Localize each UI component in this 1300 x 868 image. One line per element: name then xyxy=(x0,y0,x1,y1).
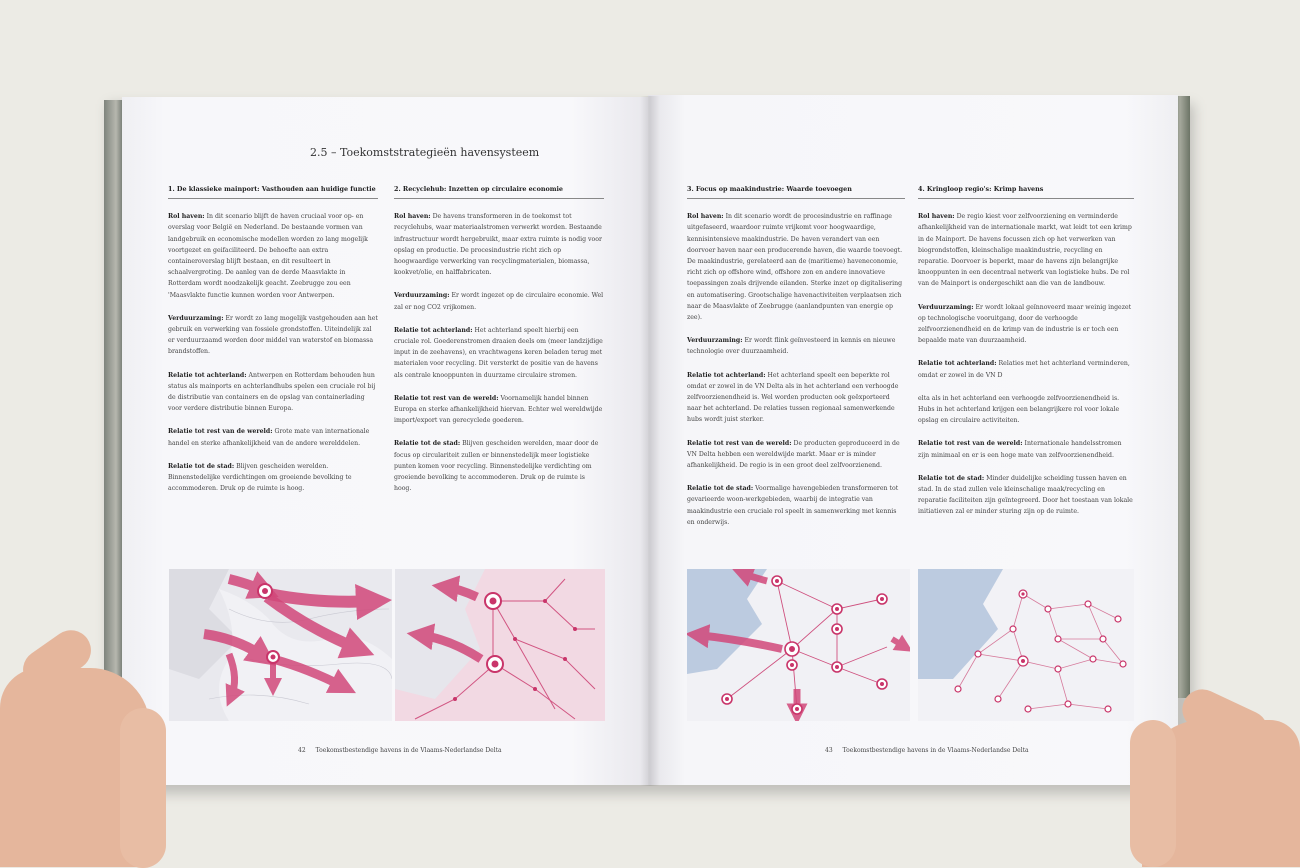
paragraph-label: Rol haven: xyxy=(168,213,205,221)
section-title: 2.5 – Toekomststrategieën havensysteem xyxy=(310,146,540,159)
map-mainport-graphic xyxy=(169,569,392,721)
paragraph-label: Rol haven: xyxy=(918,213,955,221)
paragraph-label: Relatie tot rest van de wereld: xyxy=(394,394,499,402)
paragraph-text: Relaties met het achterland verminderen, omdat er zowel in de VN D xyxy=(918,360,1130,379)
column-heading: 4. Kringloop regio's: Krimp havens xyxy=(918,184,1134,199)
map-maakindustrie-graphic xyxy=(687,569,910,721)
paragraph-label: Relatie tot achterland: xyxy=(918,360,997,368)
paragraph-label: Verduurzaming: xyxy=(918,303,974,311)
paragraph xyxy=(394,393,604,427)
paragraph-text: Het achterland speelt hierbij een cruciale rol. Goederenstromen draaien deels om (meer landzijdige input in de zeehavens), en vrachtwagens keren beladen terug met materialen voor recycling. Dit versterkt de positie van de havens als centrale knooppunten in duurzame circulaire stromen. xyxy=(394,326,603,379)
column-heading: 3. Focus op maakindustrie: Waarde toevoegen xyxy=(687,184,905,199)
paragraph xyxy=(687,370,905,426)
paragraph-label: Relatie tot de stad: xyxy=(687,485,754,493)
paragraph xyxy=(918,211,1134,289)
paragraph-text: De producten geproduceerd in de VN Delta hebben een wereldwijde markt. Maar er is minder afhankelijkheid. De regio is in een groot deel zelfvoorzienend. xyxy=(687,439,900,470)
paragraph-text: Voornamelijk handel binnen Europa en sterke afhankelijkheid hiervan. Echter wel wereldwijde import/export van gerecyclede goederen. xyxy=(394,394,603,425)
paragraph xyxy=(687,211,905,323)
paragraph-label: Relatie tot rest van de wereld: xyxy=(687,439,792,447)
paragraph xyxy=(168,313,378,358)
paragraph-text: De havens transformeren in de toekomst tot recyclehubs, waar materiaalstromen verwerkt worden. Bestaande infrastructuur wordt hergebruikt, maar extra ruimte is nodig voor opslag en productie. De procesindustrie richt zich op hoogwaardige verwerking van recyclingmaterialen, biomassa, kookvet/olie, en halffabricaten. xyxy=(394,213,602,277)
paragraph-text: Er wordt lokaal geïnnoveerd maar weinig ingezet op technologische vooruitgang, door de verhoogde zelfvoorzienendheid en de krimp van de industrie is er toch een bepaalde mate van duurzaamheid. xyxy=(918,303,1132,345)
book-gutter xyxy=(640,96,660,786)
map-mainport xyxy=(169,569,392,721)
map-recyclehub xyxy=(395,569,605,721)
paragraph xyxy=(168,370,378,415)
paragraph-text: Er wordt zo lang mogelijk vastgehouden aan het gebruik en verwerking van fossiele grondstoffen. Uiteindelijk zal er verduurzaamd worden door middel van waterstof en biomassa brandstoffen. xyxy=(168,314,378,356)
footer-title-right: Toekomstbestendige havens in de Vlaams-Nederlandse Delta xyxy=(842,747,1029,754)
paragraph-text: Er wordt flink geïnvesteerd in kennis en nieuwe technologie over duurzaamheid. xyxy=(687,337,896,356)
footer-right xyxy=(825,747,1029,754)
map-recyclehub-graphic xyxy=(395,569,605,721)
paragraph-label: Relatie tot de stad: xyxy=(394,440,461,448)
paragraph xyxy=(687,335,905,357)
paragraph-label: Rol haven: xyxy=(687,213,724,221)
paragraph-text: Het achterland speelt een beperkte rol omdat er zowel in de VN Delta als in het achterland een verhoogde zelfvoorzienendheid is. Wel worden producten ook geëxporteerd naar het achterland. De relaties tussen regionaal samenwerkende hubs wordt juist sterker. xyxy=(687,371,899,424)
paragraph-label: Relatie tot achterland: xyxy=(687,371,766,379)
paragraph-text: In dit scenario blijft de haven cruciaal voor op- en overslag voor België en Nederland. De bestaande vormen van landgebruik en economische modellen worden zo lang mogelijk voortgezet en geifaciliteerd. De behoefte aan extra containeroverslag blijft bestaan, en dit resulteert in schaalvergroting. De aanleg van de derde Maasvlakte in Rotterdam wordt noodzakelijk geacht. Zeebrugge zou een 'Maasvlakte functie kunnen worden voor Antwerpen. xyxy=(168,213,368,299)
paragraph xyxy=(394,290,604,312)
paragraph-label: Relatie tot achterland: xyxy=(394,326,473,334)
page-number-left: 42 xyxy=(298,747,306,754)
map-kringloop-graphic xyxy=(918,569,1134,721)
paragraph xyxy=(918,473,1134,518)
paragraph-label: Relatie tot de stad: xyxy=(168,462,235,470)
column-maakindustrie xyxy=(687,184,905,540)
paragraph-label: Relatie tot achterland: xyxy=(168,371,247,379)
paragraph-label: Verduurzaming: xyxy=(394,292,450,300)
paragraph-text: elta als in het achterland een verhoogde zelfvoorzienendheid is. Hubs in het achterland krijgen een belangrijkere rol voor lokale opslag en circulaire activiteiten. xyxy=(918,394,1120,425)
paragraph-label: Relatie tot rest van de wereld: xyxy=(918,440,1023,448)
paragraph-label: Relatie tot de stad: xyxy=(918,474,985,482)
paragraph-text: In dit scenario wordt de procesindustrie en raffinage uitgefaseerd, waardoor ruimte vrijkomt voor hoogwaardige, kennisintensieve maakindustrie. De haven verandert van een doorvoer haven naar een producerende haven, die waarde toevoegt. De maakindustrie, gerelateerd aan de (maritieme) haveneconomie, richt zich op offshore wind, offshore zon en andere innovatieve toepassingen zoals drijvende eilanden. Sterke inzet op digitalisering en automatisering. Grootschalige havenactiviteiten verplaatsen zich naar de Maasvlakte of Zeebrugge (aanlandpunten van energie op zee). xyxy=(687,213,903,322)
paragraph-text: Er wordt ingezet op de circulaire economie. Wel zal er nog CO2 vrijkomen. xyxy=(394,292,604,311)
paragraph xyxy=(918,358,1134,380)
paragraph xyxy=(918,393,1134,427)
paragraph xyxy=(687,483,905,528)
map-kringloop xyxy=(918,569,1134,721)
paragraph xyxy=(394,211,604,278)
page-number-right: 43 xyxy=(825,747,833,754)
column-heading: 2. Recyclehub: Inzetten op circulaire economie xyxy=(394,184,604,199)
paragraph xyxy=(168,461,378,495)
paragraph xyxy=(687,438,905,472)
paragraph-text: Antwerpen en Rotterdam behouden hun status als mainports en achterlandhubs spelen een cruciale rol bij de distributie van containers en de opslag van containerlading voor verdere distributie binnen Europa. xyxy=(168,371,376,413)
column-recyclehub xyxy=(394,184,604,506)
paragraph-label: Rol haven: xyxy=(394,213,431,221)
footer-title-left: Toekomstbestendige havens in de Vlaams-Nederlandse Delta xyxy=(315,747,502,754)
paragraph-text: De regio kiest voor zelfvoorziening en verminderde afhankelijkheid van de internationale markt, wat leidt tot een krimp in de Mainport. De havens focussen zich op het verwerken van biogrondstoffen, kleinschalige maakindustrie, recycling en reparatie. Doorvoer is beperkt, maar de havens zijn belangrijke knooppunten in een decentraal netwerk van logistieke hubs. De rol van de Mainport is ondergeschikt aan die van de landbouw. xyxy=(918,213,1132,288)
paragraph xyxy=(918,438,1134,460)
paragraph xyxy=(168,426,378,448)
paragraph-text: Internationale handelsstromen zijn minimaal en er is een hoge mate van zelfvoorzienendheid. xyxy=(918,440,1122,459)
paragraph-label: Verduurzaming: xyxy=(687,337,743,345)
column-mainport xyxy=(168,184,378,506)
paragraph-text: Voormalige havengebieden transformeren tot gevarieerde woon-werkgebieden, waarbij de integratie van maakindustrie een cruciale rol speelt in samenwerking met kennis en onderwijs. xyxy=(687,485,899,526)
paragraph xyxy=(918,302,1134,347)
column-heading: 1. De klassieke mainport: Vasthouden aan huidige functie xyxy=(168,184,378,199)
paragraph xyxy=(394,325,604,381)
paragraph-text: Blijven gescheiden werelden, maar door de focus op circulariteit zullen er binnenstedelijk meer logistieke punten komen voor recycling. Binnenstedelijke verdichting om groeiende bevolking te accommoderen. Druk op de ruimte is hoog. xyxy=(394,440,599,493)
footer-left xyxy=(298,747,502,754)
paragraph-text: Blijven gescheiden werelden. Binnenstedelijke verdichtingen om groeiende bevolking te accommoderen. Druk op de ruimte is hoog. xyxy=(168,462,352,493)
map-maakindustrie xyxy=(687,569,910,721)
paragraph-label: Verduurzaming: xyxy=(168,314,224,322)
column-kringloop xyxy=(918,184,1134,530)
paragraph xyxy=(394,438,604,494)
paragraph-text: Grote mate van internationale handel en sterke afhankelijkheid van de andere werelddelen. xyxy=(168,428,370,447)
paragraph-label: Relatie tot rest van de wereld: xyxy=(168,428,273,436)
paragraph xyxy=(168,211,378,301)
paragraph-text: Minder duidelijke scheiding tussen haven en stad. In de stad zullen vele kleinschalige maak/recycling en reparatie faciliteiten zijn geïntegreerd. Door het toestaan van lokale initiatieven zal er minder sturing zijn op de ruimte. xyxy=(918,474,1133,516)
